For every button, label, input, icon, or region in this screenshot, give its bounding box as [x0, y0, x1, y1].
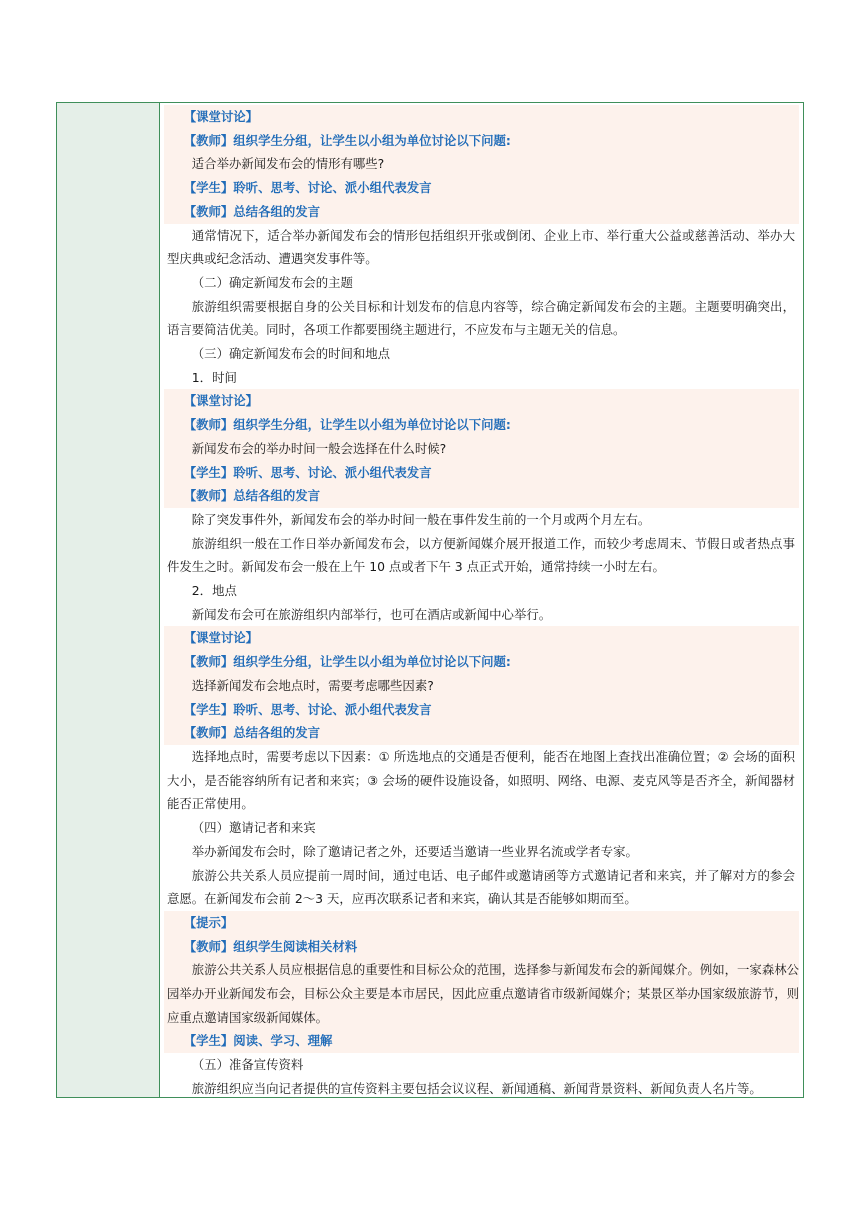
paragraph: 旅游组织需要根据自身的公关目标和计划发布的信息内容等，综合确定新闻发布会的主题。主题要明确突出，语言要简洁优美。同时，各项工作都要围绕主题进行，不应发布与主题无关的信息。	[167, 298, 795, 338]
teacher-summary: 【教师】总结各组的发言	[183, 203, 321, 219]
teacher-instruction: 【教师】组织学生阅读相关材料	[183, 938, 358, 954]
discussion-title: 【课堂讨论】	[183, 393, 259, 409]
discussion-block	[164, 105, 799, 224]
tip-material: 旅游公共关系人员应根据信息的重要性和目标公众的范围，选择参与新闻发布会的新闻媒介。例如，一家森林公园举办开业新闻发布会，目标公众主要是本市居民，因此应重点邀请省市级新闻媒介；某景区举办国家级旅游节，则应重点邀请国家级新闻媒体。	[167, 962, 799, 1025]
student-activity: 【学生】阅读、学习、理解	[183, 1033, 333, 1049]
paragraph: 旅游公共关系人员应提前一周时间，通过电话、电子邮件或邀请函等方式邀请记者和来宾，并了解对方的参会意愿。在新闻发布会前 2～3 天，应再次联系记者和来宾，确认其是否能够如期而至。	[167, 867, 795, 907]
subsection-heading: 2．地点	[191, 583, 237, 599]
teacher-instruction: 【教师】组织学生分组，让学生以小组为单位讨论以下问题:	[183, 417, 511, 433]
student-activity: 【学生】聆听、思考、讨论、派小组代表发言	[183, 180, 432, 196]
tip-block	[164, 911, 799, 1053]
section-heading: （二）确定新闻发布会的主题	[191, 274, 353, 290]
teacher-instruction: 【教师】组织学生分组，让学生以小组为单位讨论以下问题:	[183, 132, 511, 148]
discussion-title: 【课堂讨论】	[183, 630, 259, 646]
student-activity: 【学生】聆听、思考、讨论、派小组代表发言	[183, 701, 432, 717]
section-heading: （三）确定新闻发布会的时间和地点	[191, 346, 391, 362]
paragraph: 旅游组织一般在工作日举办新闻发布会，以方便新闻媒介展开报道工作，而较少考虑周末、节假日或者热点事件发生之时。新闻发布会一般在上午 10 点或者下午 3 点正式开始，通常持续一小时左右。	[167, 535, 795, 575]
content-column	[160, 103, 803, 1097]
teacher-summary: 【教师】总结各组的发言	[183, 725, 321, 741]
teacher-instruction: 【教师】组织学生分组，让学生以小组为单位讨论以下问题:	[183, 654, 511, 670]
discussion-question: 适合举办新闻发布会的情形有哪些?	[191, 156, 385, 172]
discussion-block	[164, 626, 799, 745]
paragraph: 通常情况下，适合举办新闻发布会的情形包括组织开张或倒闭、企业上市、举行重大公益或慈善活动、举办大型庆典或纪念活动、遭遇突发事件等。	[167, 227, 795, 267]
discussion-question: 新闻发布会的举办时间一般会选择在什么时候?	[191, 440, 447, 456]
paragraph: 旅游组织应当向记者提供的宣传资料主要包括会议议程、新闻通稿、新闻背景资料、新闻负责人名片等。	[191, 1080, 762, 1096]
student-activity: 【学生】聆听、思考、讨论、派小组代表发言	[183, 464, 432, 480]
paragraph: 选择地点时，需要考虑以下因素：① 所选地点的交通是否便利，能否在地图上查找出准确位置；② 会场的面积大小，是否能容纳所有记者和来宾；③ 会场的硬件设施设备，如照明、网络、电源、麦克风等是否齐全，新闻器材能否正常使用。	[167, 748, 795, 812]
discussion-question: 选择新闻发布会地点时，需要考虑哪些因素?	[191, 677, 434, 693]
tip-title: 【提示】	[183, 914, 234, 930]
discussion-title: 【课堂讨论】	[183, 109, 259, 124]
section-heading: （五）准备宣传资料	[191, 1057, 304, 1073]
paragraph: 新闻发布会可在旅游组织内部举行，也可在酒店或新闻中心举行。	[191, 606, 552, 622]
teacher-summary: 【教师】总结各组的发言	[183, 488, 321, 504]
discussion-block	[164, 389, 799, 508]
section-heading: （四）邀请记者和来宾	[191, 820, 316, 836]
lesson-table	[56, 102, 804, 1098]
subsection-heading: 1．时间	[191, 369, 237, 385]
paragraph: 举办新闻发布会时，除了邀请记者之外，还要适当邀请一些业界名流或学者专家。	[191, 843, 638, 859]
left-column	[57, 103, 160, 1097]
paragraph: 除了突发事件外，新闻发布会的举办时间一般在事件发生前的一个月或两个月左右。	[191, 511, 651, 527]
